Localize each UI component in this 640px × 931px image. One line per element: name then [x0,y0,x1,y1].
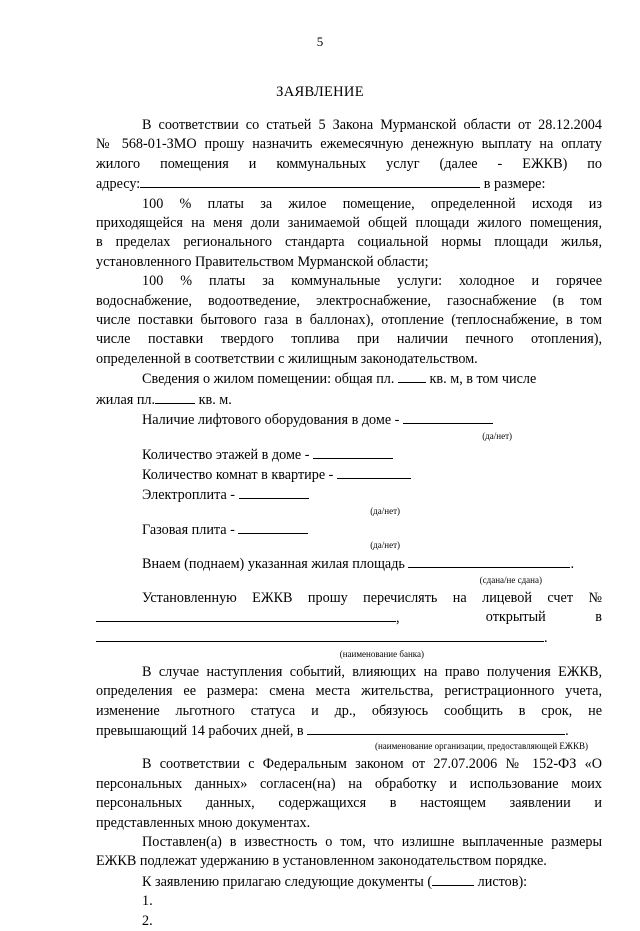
electric-block: Электроплита - (да/нет) [96,485,602,515]
gas-block: Газовая плита - (да/нет) [96,520,602,550]
text-line: персональных данных, содержащихся в настоящем заявлении и [96,795,602,812]
text-line: персональных данных» согласен(на) на обработку и использование моих [96,775,602,792]
text-line: определения ее размера: смена места жительства, регистрационного учета, [96,683,602,700]
address-field[interactable] [140,174,480,188]
gas-caption: (да/нет) [370,540,400,551]
attachment-item-1: 1. [142,893,153,910]
text-line: Поставлен(а) в известность о том, что излишне выплаченные размеры [142,834,602,850]
text-line: числе поставки твердого топлива при наличии печного отопления), [96,331,602,348]
text-line: жилого помещения и коммунальных услуг (далее - ЕЖКВ) по [96,155,602,172]
organization-field[interactable] [307,721,565,735]
text-line: 100 % платы за жилое помещение, определенной исходя из [142,195,602,212]
electric-stove-field[interactable] [239,485,309,499]
rent-field[interactable] [408,554,570,568]
text-line: В случае наступления событий, влияющих на право получения ЕЖКВ, [142,663,602,680]
document-body [96,116,602,931]
lift-caption: (да/нет) [482,430,512,441]
rent-block: Внаем (поднаем) указанная жилая площадь . (сдана/не сдана) [96,554,602,584]
text-line: № 568-01-ЗМО прошу назначить ежемесячную денежную выплату на оплату [96,136,602,153]
gas-stove-field[interactable] [238,520,308,534]
bank-name-field[interactable] [96,628,544,642]
organization-caption: (наименование организации, предоставляющей ЕЖКВ) [374,741,588,752]
lift-label: Наличие лифтового оборудования в доме - [142,412,400,429]
electric-caption: (да/нет) [370,505,400,516]
text-line: в пределах регионального стандарта социальной нормы площади жилья, [96,234,602,251]
text-line: В соответствии со статьей 5 Закона Мурманской области от 28.12.2004 [142,117,602,133]
total-area-field[interactable] [398,369,426,383]
text-line: числе поставки бытового газа в баллонах), отопление (теплоснабжение, в том [96,312,602,329]
area-line: Сведения о жилом помещении: общая пл. кв. м, в том числе [142,371,537,388]
address-line: адресу: в размере: [96,176,546,193]
utilities-paragraph [96,272,602,369]
rooms-line: Количество комнат в квартире - [96,465,602,485]
lift-field[interactable] [403,410,493,424]
sheets-count-field[interactable] [432,872,474,886]
lift-block [96,410,602,440]
intro-paragraph [96,116,602,195]
housing-paragraph [96,195,602,273]
living-area-line: жилая пл. кв. м. [96,391,232,408]
rent-caption: (сдана/не сдана) [479,574,542,585]
notice-paragraph [96,833,602,872]
floors-line: Количество этажей в доме - [96,445,602,465]
attachments-block: К заявлению прилагаю следующие документы ( листов): 1. 2. [96,872,602,931]
account-number-field[interactable] [96,608,396,622]
text-line: Установленную ЕЖКВ прошу перечислять на лицевой счет № [142,589,602,606]
bank-caption: (наименование банка) [339,648,424,659]
text-line: приходящейся на меня доли занимаемой общей площади жилого помещения, [96,215,602,232]
document-title: ЗАЯВЛЕНИЕ [276,84,364,100]
text-line: установленного Правительством Мурманской области; [96,253,429,270]
text-line: водоснабжение, водоотведение, электроснабжение, газоснабжение (в том [96,292,602,309]
page-number: 5 [316,34,324,49]
text-line: В соответствии с Федеральным законом от 27.07.2006 № 152-ФЗ «О [142,756,602,773]
rooms-field[interactable] [337,465,411,479]
account-block: Установленную ЕЖКВ прошу перечислять на лицевой счет № , открытый в . (наименование банка) [96,589,602,659]
consent-paragraph [96,755,602,833]
attachment-item-2: 2. [142,912,153,929]
text-line: определенной в соответствии с жилищным законодательством. [96,350,478,367]
text-line: 100 % платы за коммунальные услуги: холодное и горячее [142,273,602,290]
events-paragraph: В случае наступления событий, влияющих на право получения ЕЖКВ, определения ее размера: смена места жительства, регистрационного учета, изменение льготного статуса и др., обязуюсь сообщить в срок, не превышающий 14 рабочих дней, в . (наименование организации, предоставляющей ЕЖКВ) [96,663,602,752]
text-line: представленных мною документах. [96,814,311,831]
floors-field[interactable] [313,445,393,459]
text-line: ЕЖКВ подлежат удержанию в установленном законодательством порядке. [96,853,547,870]
text-line: изменение льготного статуса и др., обязуюсь сообщить в срок, не [96,702,602,719]
area-paragraph [96,369,602,410]
living-area-field[interactable] [155,390,195,404]
